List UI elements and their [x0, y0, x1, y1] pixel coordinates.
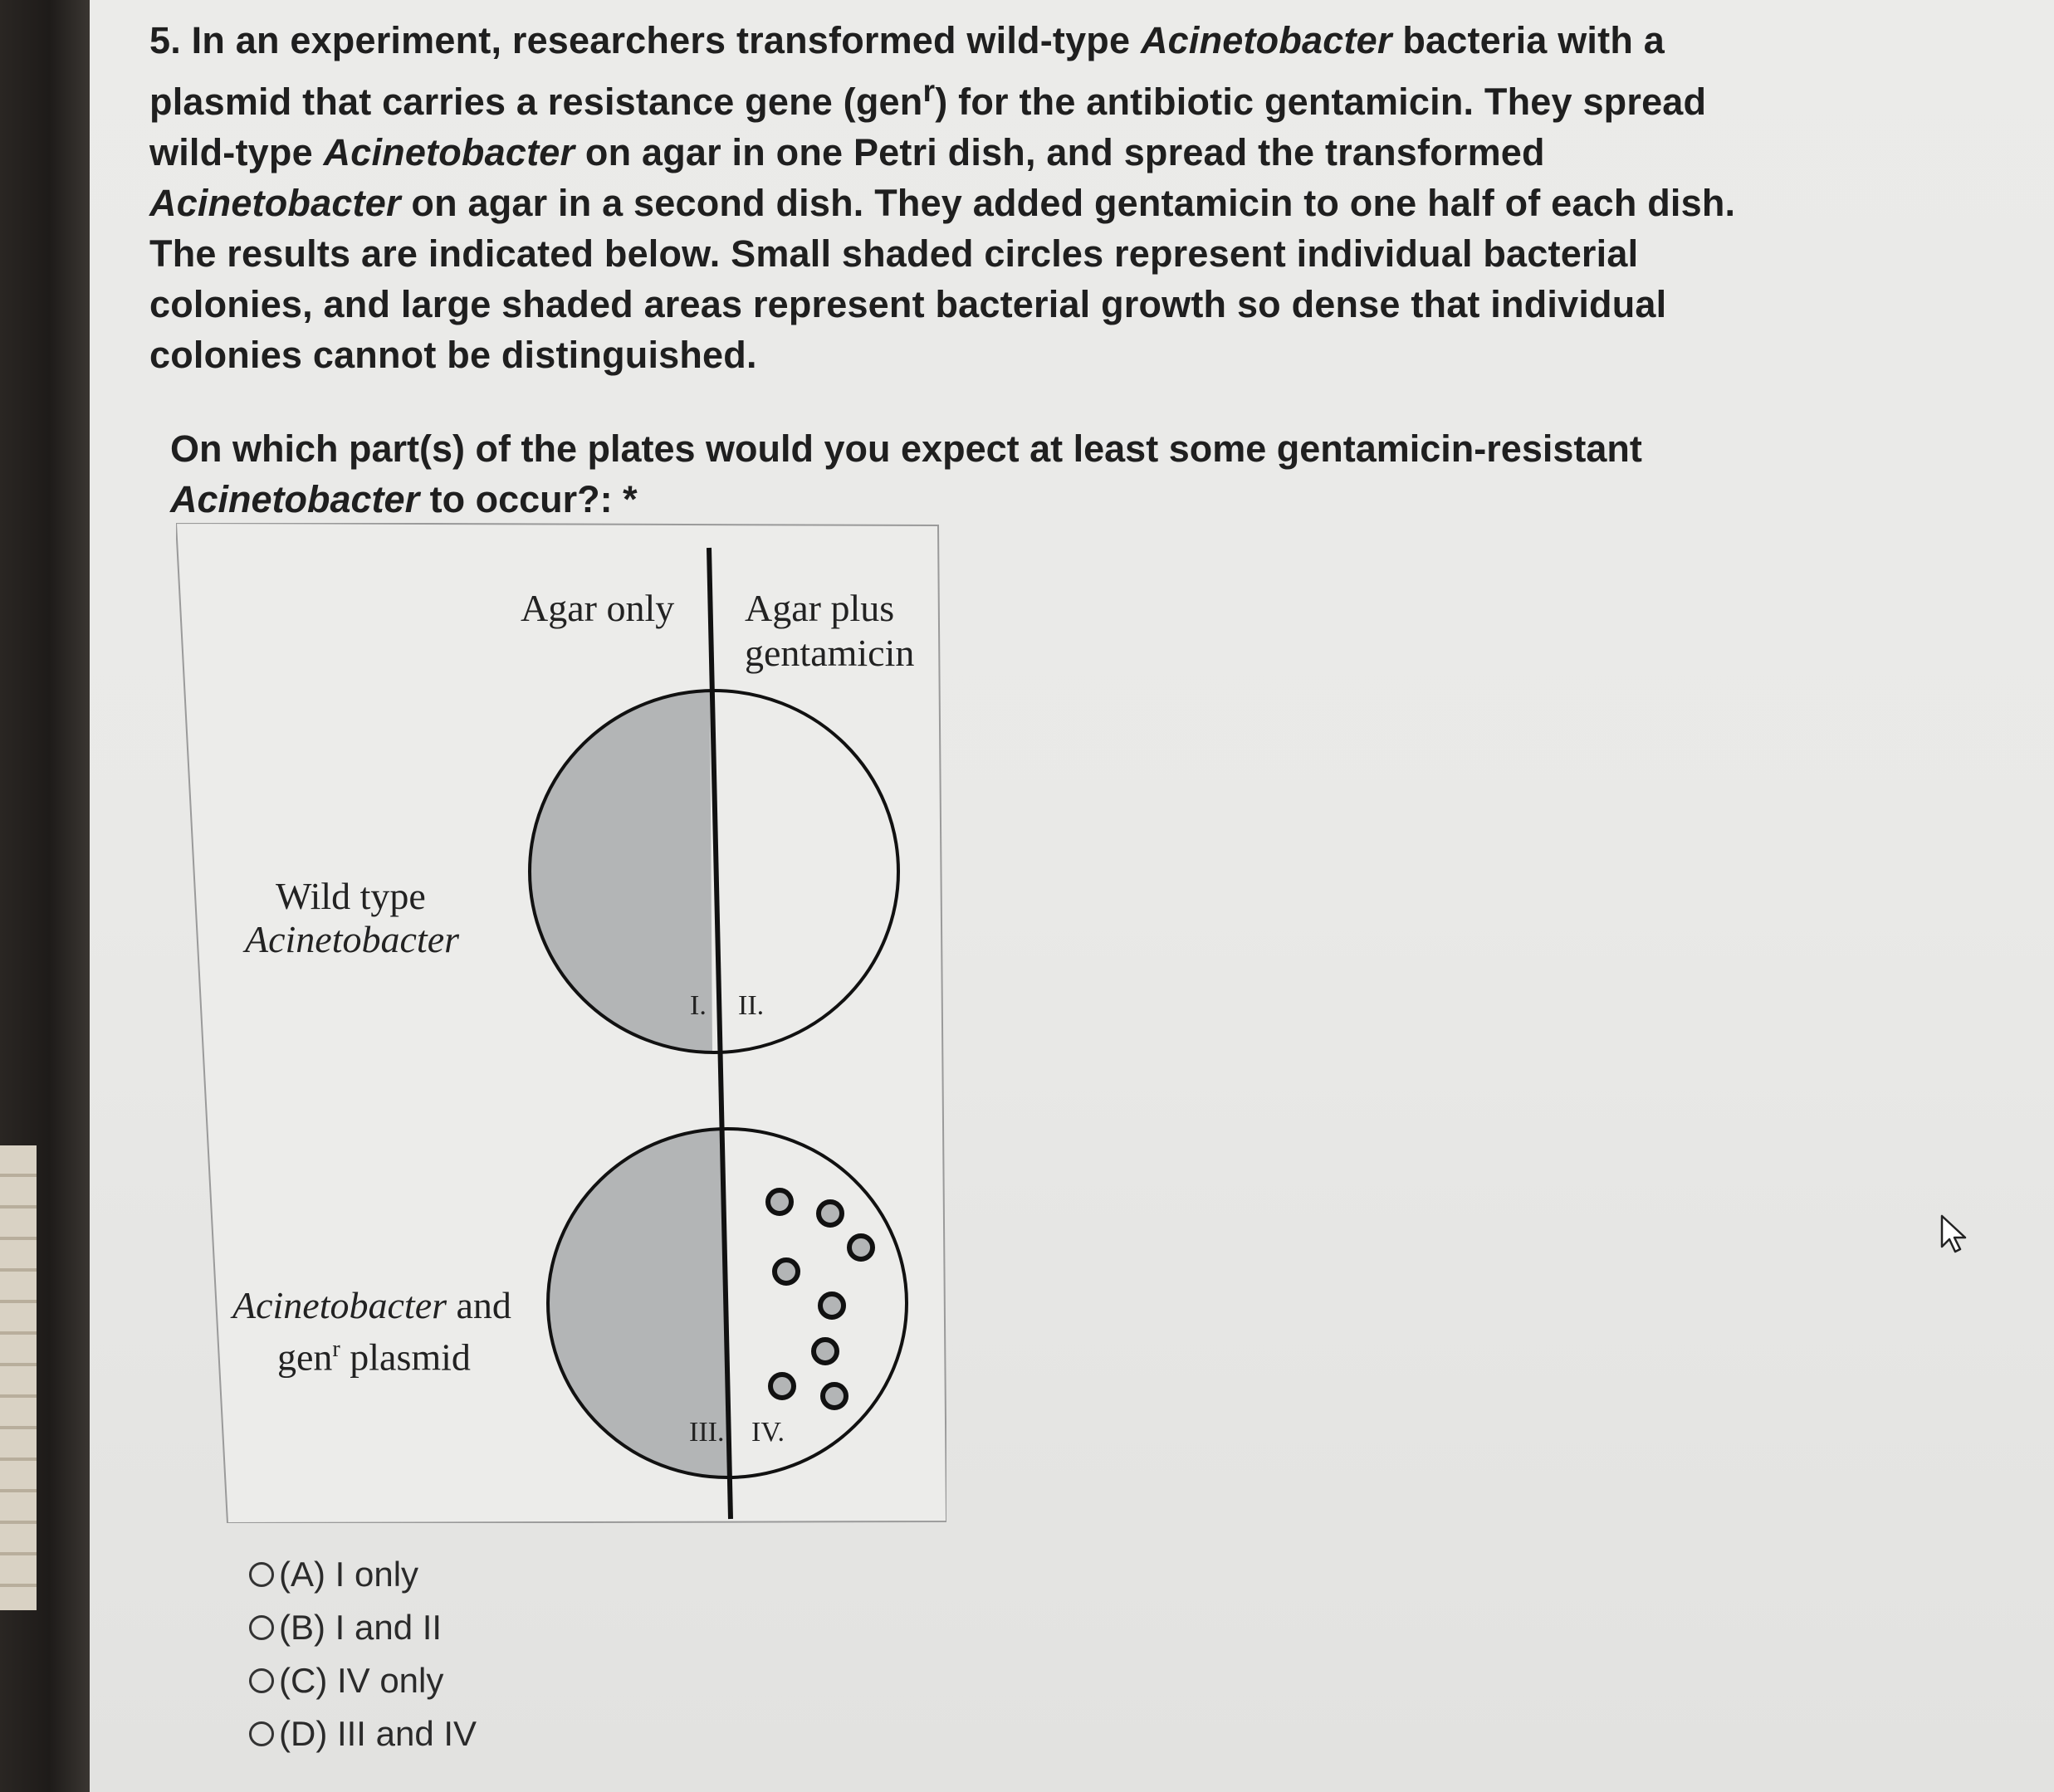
sector-label-I: I. — [690, 990, 707, 1021]
option-b[interactable]: (B) I and II — [249, 1601, 996, 1654]
row-label-wild-type: Wild type — [276, 875, 426, 917]
header-agar-only: Agar only — [521, 587, 675, 629]
desk-paper-stack — [0, 1145, 37, 1610]
radio-button[interactable] — [249, 1721, 274, 1746]
option-d[interactable]: (D) III and IV — [249, 1707, 996, 1760]
row-label-plasmid-line2: gen$^r$ plasmid — [277, 1335, 471, 1379]
row-label-plasmid-line1: Acinetobacter and — [232, 1284, 511, 1326]
option-a[interactable]: (A) I only — [249, 1548, 996, 1601]
petri-dish-figure — [176, 523, 946, 1523]
sector-label-II: II. — [738, 990, 765, 1021]
question-number: 5. — [149, 19, 181, 61]
colony — [770, 1375, 794, 1398]
row-label-acinetobacter: Acinetobacter — [245, 918, 460, 960]
colony — [823, 1384, 846, 1408]
sector-label-IV: IV. — [751, 1417, 785, 1448]
option-c[interactable]: (C) IV only — [249, 1654, 996, 1707]
colony — [768, 1190, 791, 1213]
colony — [849, 1236, 873, 1259]
question-prompt: On which part(s) of the plates would you expect at least some gentamicin-resistant Acinetobacter to occur?: * — [170, 427, 1642, 520]
radio-button[interactable] — [249, 1615, 274, 1640]
colony — [819, 1202, 842, 1225]
sector-label-III: III. — [689, 1417, 725, 1448]
radio-button[interactable] — [249, 1562, 274, 1587]
header-gentamicin: gentamicin — [745, 632, 915, 674]
colony — [775, 1260, 798, 1283]
question-text: 5. In an experiment, researchers transformed wild-type Acinetobacter bacteria with a plasmid that carries a resistance gene (gen$^r$) for the antibiotic gentamicin. They spread wild-type Acinetobacter on agar in one Petri dish, and spread the transformed Acinetobacter on agar in a second dish. They added gentamicin to one half of each dish. The results are indicated below. Small shaded circles represent individual bacterial colonies, and large shaded areas represent bacterial growth so dense that individual colonies cannot be distinguished. — [149, 19, 1736, 376]
answer-options — [249, 1548, 996, 1760]
colony — [820, 1294, 844, 1317]
header-agar-plus: Agar plus — [745, 587, 895, 629]
monitor-bezel — [0, 0, 90, 1792]
radio-button[interactable] — [249, 1668, 274, 1693]
colony — [814, 1340, 837, 1363]
mouse-pointer-icon — [1939, 1213, 1972, 1259]
